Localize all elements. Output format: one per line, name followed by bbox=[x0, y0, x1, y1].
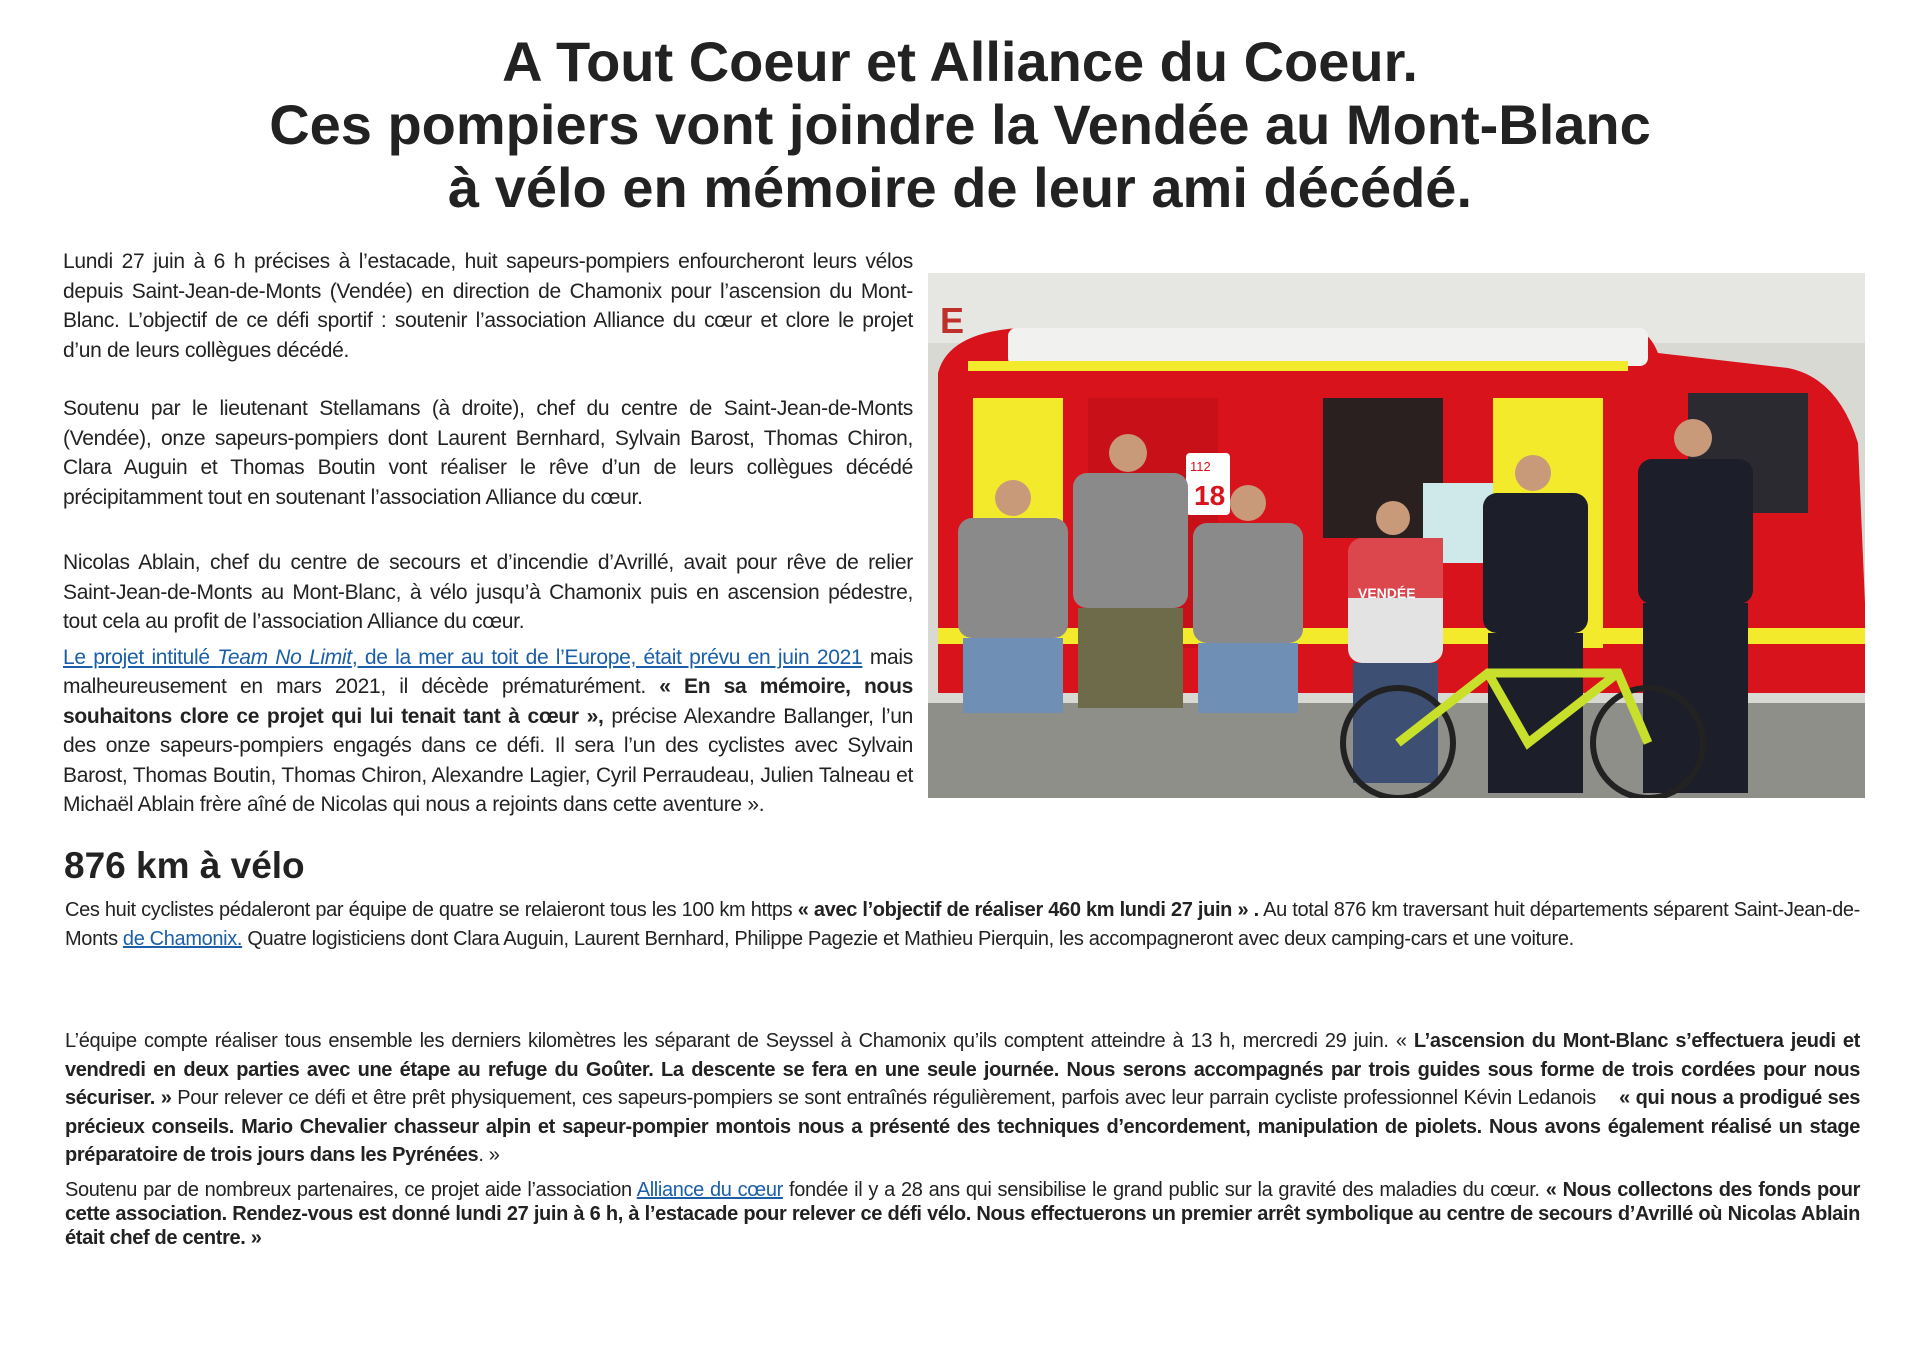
title-line-3: à vélo en mémoire de leur ami décédé. bbox=[448, 156, 1472, 219]
text: . » bbox=[478, 1144, 500, 1166]
truck-number: 112 bbox=[1190, 459, 1211, 474]
paragraph-distance bbox=[65, 896, 1860, 953]
article-title bbox=[0, 30, 1920, 219]
link-text: , de la mer au toit de l’Europe, était prévu en juin 2021 bbox=[351, 645, 863, 669]
text: fondée il y a 28 ans qui sensibilise le grand public sur la gravité des maladies du cœur. bbox=[782, 1179, 1546, 1201]
project-link[interactable] bbox=[63, 646, 862, 669]
quote-bold: L’ascension du Mont-Blanc s’effectuera jeudi et vendredi en deux parties avec une étape au refuge du Goûter. La descente se fera en une seule journée. Nous serons accompagnés par trois guides sous forme de trois cordées pour nous sécuriser. » bbox=[65, 1030, 1860, 1109]
quote-bold: « avec l’objectif de réaliser 460 km lundi 27 juin » . bbox=[797, 899, 1259, 921]
text: Soutenu par de nombreux partenaires, ce projet aide l’association bbox=[65, 1179, 637, 1201]
left-column bbox=[63, 247, 913, 849]
link-text: Le projet intitulé bbox=[63, 645, 218, 669]
paragraph-intro: Lundi 27 juin à 6 h précises à l’estacade, huit sapeurs-pompiers enfourcheront leurs vélos depuis Saint-Jean-de-Monts (Vendée) en direction de Chamonix pour l’ascension du Mont-Blanc. L’objectif de ce défi sportif : soutenir l’association Alliance du cœur et clore le projet d’un de leurs collègues décédé. bbox=[63, 250, 913, 362]
title-line-1: A Tout Coeur et Alliance du Coeur. bbox=[502, 30, 1418, 93]
quote-bold: « En sa mémoire, nous souhaitons clore ce projet qui lui tenait tant à cœur », bbox=[63, 675, 913, 728]
text: Pour relever ce défi et être prêt physiquement, ces sapeurs-pompiers se sont entraînés régulièrement, parfois avec leur parrain cycliste professionnel Kévin Ledanois bbox=[171, 1087, 1620, 1109]
quote-bold: « qui nous a prodigué ses précieux conseils. Mario Chevalier chasseur alpin et sapeur-pompier montois nous a présenté des techniques d’encordement, manipulation de piolets. Nous avons également réalisé un stage préparatoire de trois jours dans les Pyrénées bbox=[65, 1087, 1860, 1166]
svg-text:E: E bbox=[940, 300, 965, 341]
paragraph-ascension bbox=[65, 1027, 1860, 1170]
link-italic-text: Team No Limit bbox=[217, 645, 352, 669]
chamonix-link[interactable]: de Chamonix. bbox=[122, 927, 243, 950]
text: mais malheureusement en mars 2021, il décède prématurément. bbox=[63, 645, 913, 698]
text: Au total 876 km traversant huit départements séparent Saint-Jean-de-Monts bbox=[65, 899, 1860, 950]
section-heading: 876 km à vélo bbox=[64, 845, 305, 886]
article-photo bbox=[928, 273, 1865, 798]
svg-text:18: 18 bbox=[1194, 480, 1226, 511]
paragraph-partners bbox=[65, 1178, 1860, 1250]
firefighters-photo bbox=[928, 273, 1865, 798]
jersey-text: VENDÉE bbox=[1358, 585, 1416, 601]
text: L’équipe compte réaliser tous ensemble les derniers kilomètres les séparant de Seyssel à Chamonix qu’ils comptent atteindre à 13 h, mercredi 29 juin. « bbox=[65, 1030, 1414, 1052]
quote-bold: « Nous collectons des fonds pour cette association. Rendez-vous est donné lundi 27 juin à 6 h, à l’estacade pour relever ce défi vélo. Nous effectuerons un premier arrêt symbolique au centre de secours d’Avrillé où Nicolas Ablain était chef de centre. » bbox=[65, 1179, 1860, 1249]
paragraph-project bbox=[63, 643, 913, 820]
text: Quatre logisticiens dont Clara Auguin, Laurent Bernhard, Philippe Pagezie et Mathieu Pierquin, les accompagneront avec deux camping-cars et une voiture. bbox=[242, 927, 1574, 950]
paragraph-nicolas: Nicolas Ablain, chef du centre de secours et d’incendie d’Avrillé, avait pour rêve de relier Saint-Jean-de-Monts au Mont-Blanc, à vélo jusqu’à Chamonix puis en ascension pédestre, tout cela au profit de l’association Alliance du cœur. bbox=[63, 551, 913, 633]
text: Ces huit cyclistes pédaleront par équipe de quatre se relaieront tous les 100 km https bbox=[65, 899, 798, 921]
alliance-link[interactable]: Alliance du cœur bbox=[636, 1179, 783, 1201]
paragraph-support: Soutenu par le lieutenant Stellamans (à droite), chef du centre de Saint-Jean-de-Monts (Vendée), onze sapeurs-pompiers dont Laurent Bernhard, Sylvain Barost, Thomas Chiron, Clara Auguin et Thomas Boutin vont réaliser le rêve d’un de leurs collègues décédé précipitamment tout en soutenant l’association Alliance du cœur. bbox=[63, 397, 913, 509]
text: précise Alexandre Ballanger, l’un des onze sapeurs-pompiers engagés dans ce défi. Il sera l’un des cyclistes avec Sylvain Barost, Thomas Boutin, Thomas Chiron, Alexandre Lagier, Cyril Perraudeau, Julien Talneau et Michaël Ablain frère aîné de Nicolas qui nous a rejoints dans cette aventure ». bbox=[63, 704, 913, 816]
title-line-2: Ces pompiers vont joindre la Vendée au Mont-Blanc bbox=[269, 93, 1651, 156]
